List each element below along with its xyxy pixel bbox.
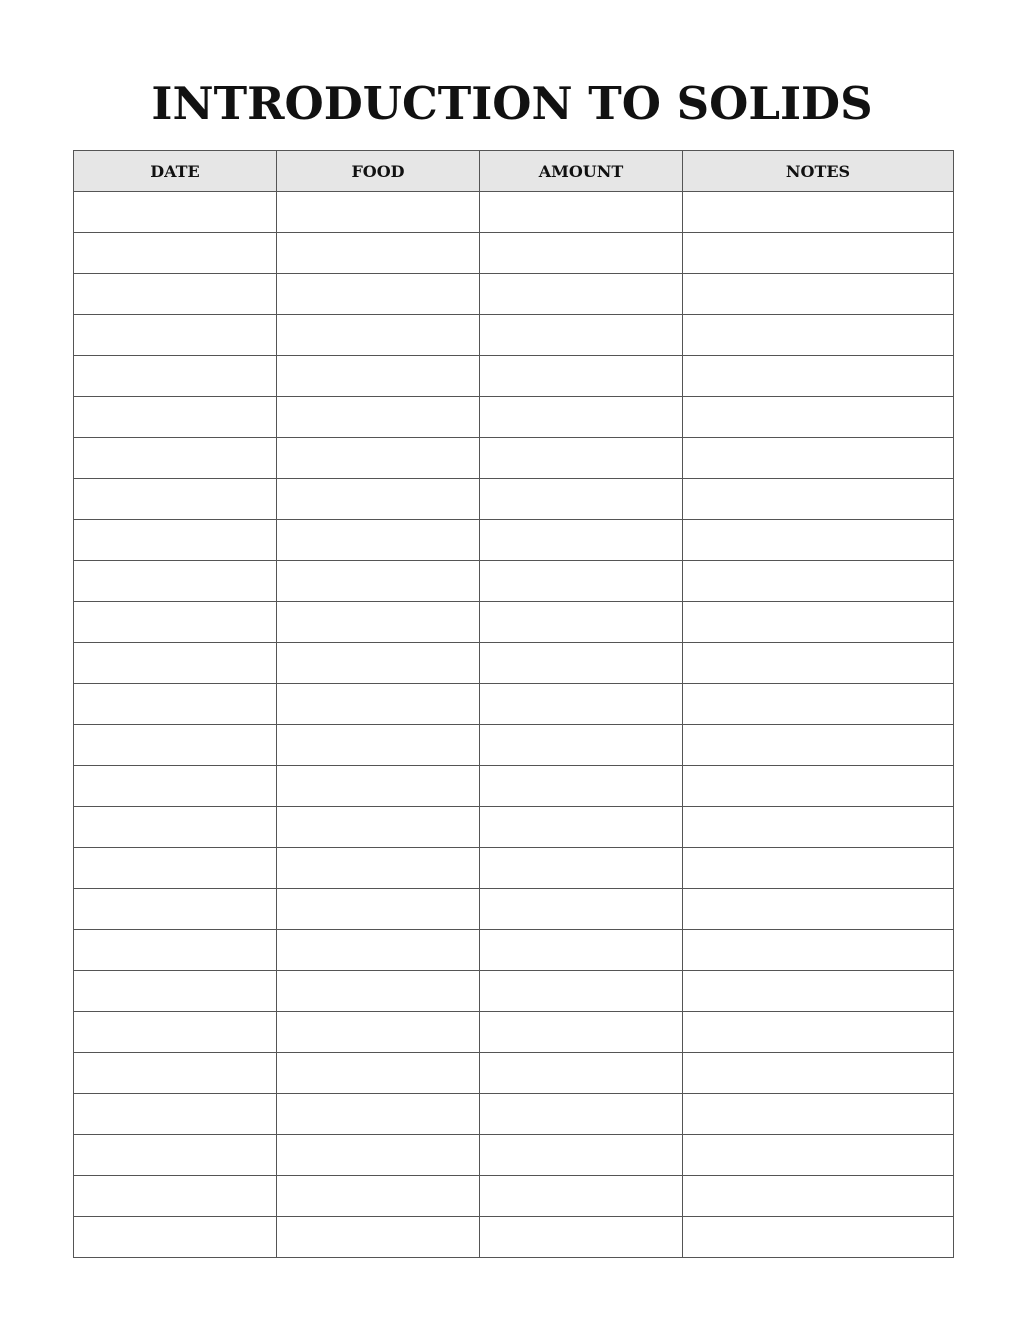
- date-cell[interactable]: [74, 1135, 277, 1176]
- date-cell[interactable]: [74, 479, 277, 520]
- food-cell[interactable]: [277, 520, 480, 561]
- date-cell[interactable]: [74, 725, 277, 766]
- amount-cell[interactable]: [480, 438, 683, 479]
- food-cell[interactable]: [277, 1176, 480, 1217]
- amount-cell[interactable]: [480, 479, 683, 520]
- food-cell[interactable]: [277, 1135, 480, 1176]
- food-cell[interactable]: [277, 807, 480, 848]
- table-row: [74, 766, 954, 807]
- table-row: [74, 1135, 954, 1176]
- date-cell[interactable]: [74, 1012, 277, 1053]
- date-cell[interactable]: [74, 192, 277, 233]
- food-cell[interactable]: [277, 397, 480, 438]
- food-cell[interactable]: [277, 684, 480, 725]
- table-row: [74, 356, 954, 397]
- food-cell[interactable]: [277, 315, 480, 356]
- page-title: INTRODUCTION TO SOLIDS: [151, 77, 873, 130]
- amount-cell[interactable]: [480, 971, 683, 1012]
- food-cell[interactable]: [277, 192, 480, 233]
- notes-cell[interactable]: [683, 889, 954, 930]
- food-cell[interactable]: [277, 438, 480, 479]
- table-body: [74, 192, 954, 1258]
- notes-cell[interactable]: [683, 1217, 954, 1258]
- date-cell[interactable]: [74, 356, 277, 397]
- notes-cell[interactable]: [683, 315, 954, 356]
- date-cell[interactable]: [74, 1053, 277, 1094]
- date-cell[interactable]: [74, 397, 277, 438]
- date-cell[interactable]: [74, 643, 277, 684]
- date-cell[interactable]: [74, 233, 277, 274]
- date-cell[interactable]: [74, 1217, 277, 1258]
- table-row: [74, 889, 954, 930]
- amount-cell[interactable]: [480, 684, 683, 725]
- food-cell[interactable]: [277, 971, 480, 1012]
- amount-cell[interactable]: [480, 643, 683, 684]
- notes-cell[interactable]: [683, 274, 954, 315]
- amount-cell[interactable]: [480, 848, 683, 889]
- notes-cell[interactable]: [683, 602, 954, 643]
- table-row: [74, 274, 954, 315]
- amount-cell[interactable]: [480, 397, 683, 438]
- solids-log-table: [73, 150, 954, 1258]
- notes-cell[interactable]: [683, 356, 954, 397]
- notes-cell[interactable]: [683, 1094, 954, 1135]
- table-row: [74, 1094, 954, 1135]
- notes-cell[interactable]: [683, 1135, 954, 1176]
- notes-cell[interactable]: [683, 192, 954, 233]
- date-cell[interactable]: [74, 274, 277, 315]
- food-cell[interactable]: [277, 479, 480, 520]
- notes-cell[interactable]: [683, 397, 954, 438]
- food-cell[interactable]: [277, 889, 480, 930]
- notes-cell[interactable]: [683, 807, 954, 848]
- amount-cell[interactable]: [480, 766, 683, 807]
- amount-cell[interactable]: [480, 356, 683, 397]
- amount-cell[interactable]: [480, 1217, 683, 1258]
- table-row: [74, 1176, 954, 1217]
- table-row: [74, 684, 954, 725]
- amount-cell[interactable]: [480, 1012, 683, 1053]
- column-header-food: FOOD: [277, 151, 480, 192]
- food-cell[interactable]: [277, 356, 480, 397]
- table-row: [74, 848, 954, 889]
- column-header-date: DATE: [74, 151, 277, 192]
- table-row: [74, 561, 954, 602]
- header-row: [74, 151, 954, 192]
- food-cell[interactable]: [277, 1094, 480, 1135]
- table-row: [74, 930, 954, 971]
- food-cell[interactable]: [277, 233, 480, 274]
- table-row: [74, 192, 954, 233]
- food-cell[interactable]: [277, 274, 480, 315]
- date-cell[interactable]: [74, 684, 277, 725]
- notes-cell[interactable]: [683, 725, 954, 766]
- table-row: [74, 479, 954, 520]
- table-row: [74, 315, 954, 356]
- table-row: [74, 1012, 954, 1053]
- notes-cell[interactable]: [683, 1012, 954, 1053]
- food-cell[interactable]: [277, 1217, 480, 1258]
- food-cell[interactable]: [277, 848, 480, 889]
- amount-cell[interactable]: [480, 274, 683, 315]
- date-cell[interactable]: [74, 520, 277, 561]
- notes-cell[interactable]: [683, 520, 954, 561]
- notes-cell[interactable]: [683, 643, 954, 684]
- food-cell[interactable]: [277, 561, 480, 602]
- column-header-amount: AMOUNT: [480, 151, 683, 192]
- date-cell[interactable]: [74, 766, 277, 807]
- table-row: [74, 725, 954, 766]
- date-cell[interactable]: [74, 1094, 277, 1135]
- date-cell[interactable]: [74, 889, 277, 930]
- date-cell[interactable]: [74, 561, 277, 602]
- food-cell[interactable]: [277, 1012, 480, 1053]
- notes-cell[interactable]: [683, 848, 954, 889]
- notes-cell[interactable]: [683, 766, 954, 807]
- amount-cell[interactable]: [480, 233, 683, 274]
- table-row: [74, 1053, 954, 1094]
- table-row: [74, 520, 954, 561]
- food-cell[interactable]: [277, 643, 480, 684]
- food-cell[interactable]: [277, 766, 480, 807]
- food-cell[interactable]: [277, 930, 480, 971]
- amount-cell[interactable]: [480, 1135, 683, 1176]
- table-row: [74, 233, 954, 274]
- amount-cell[interactable]: [480, 192, 683, 233]
- amount-cell[interactable]: [480, 520, 683, 561]
- amount-cell[interactable]: [480, 1176, 683, 1217]
- notes-cell[interactable]: [683, 1176, 954, 1217]
- date-cell[interactable]: [74, 1176, 277, 1217]
- amount-cell[interactable]: [480, 315, 683, 356]
- notes-cell[interactable]: [683, 438, 954, 479]
- amount-cell[interactable]: [480, 602, 683, 643]
- food-cell[interactable]: [277, 725, 480, 766]
- notes-cell[interactable]: [683, 233, 954, 274]
- amount-cell[interactable]: [480, 1094, 683, 1135]
- amount-cell[interactable]: [480, 889, 683, 930]
- table-row: [74, 1217, 954, 1258]
- date-cell[interactable]: [74, 807, 277, 848]
- table-row: [74, 643, 954, 684]
- notes-cell[interactable]: [683, 971, 954, 1012]
- date-cell[interactable]: [74, 602, 277, 643]
- notes-cell[interactable]: [683, 1053, 954, 1094]
- notes-cell[interactable]: [683, 684, 954, 725]
- table-row: [74, 397, 954, 438]
- notes-cell[interactable]: [683, 561, 954, 602]
- table-row: [74, 971, 954, 1012]
- notes-cell[interactable]: [683, 479, 954, 520]
- date-cell[interactable]: [74, 438, 277, 479]
- amount-cell[interactable]: [480, 561, 683, 602]
- amount-cell[interactable]: [480, 930, 683, 971]
- food-cell[interactable]: [277, 1053, 480, 1094]
- date-cell[interactable]: [74, 930, 277, 971]
- table-row: [74, 807, 954, 848]
- notes-cell[interactable]: [683, 930, 954, 971]
- table-row: [74, 438, 954, 479]
- date-cell[interactable]: [74, 848, 277, 889]
- food-cell[interactable]: [277, 602, 480, 643]
- date-cell[interactable]: [74, 971, 277, 1012]
- table-row: [74, 602, 954, 643]
- column-header-notes: NOTES: [683, 151, 954, 192]
- amount-cell[interactable]: [480, 1053, 683, 1094]
- amount-cell[interactable]: [480, 807, 683, 848]
- amount-cell[interactable]: [480, 725, 683, 766]
- date-cell[interactable]: [74, 315, 277, 356]
